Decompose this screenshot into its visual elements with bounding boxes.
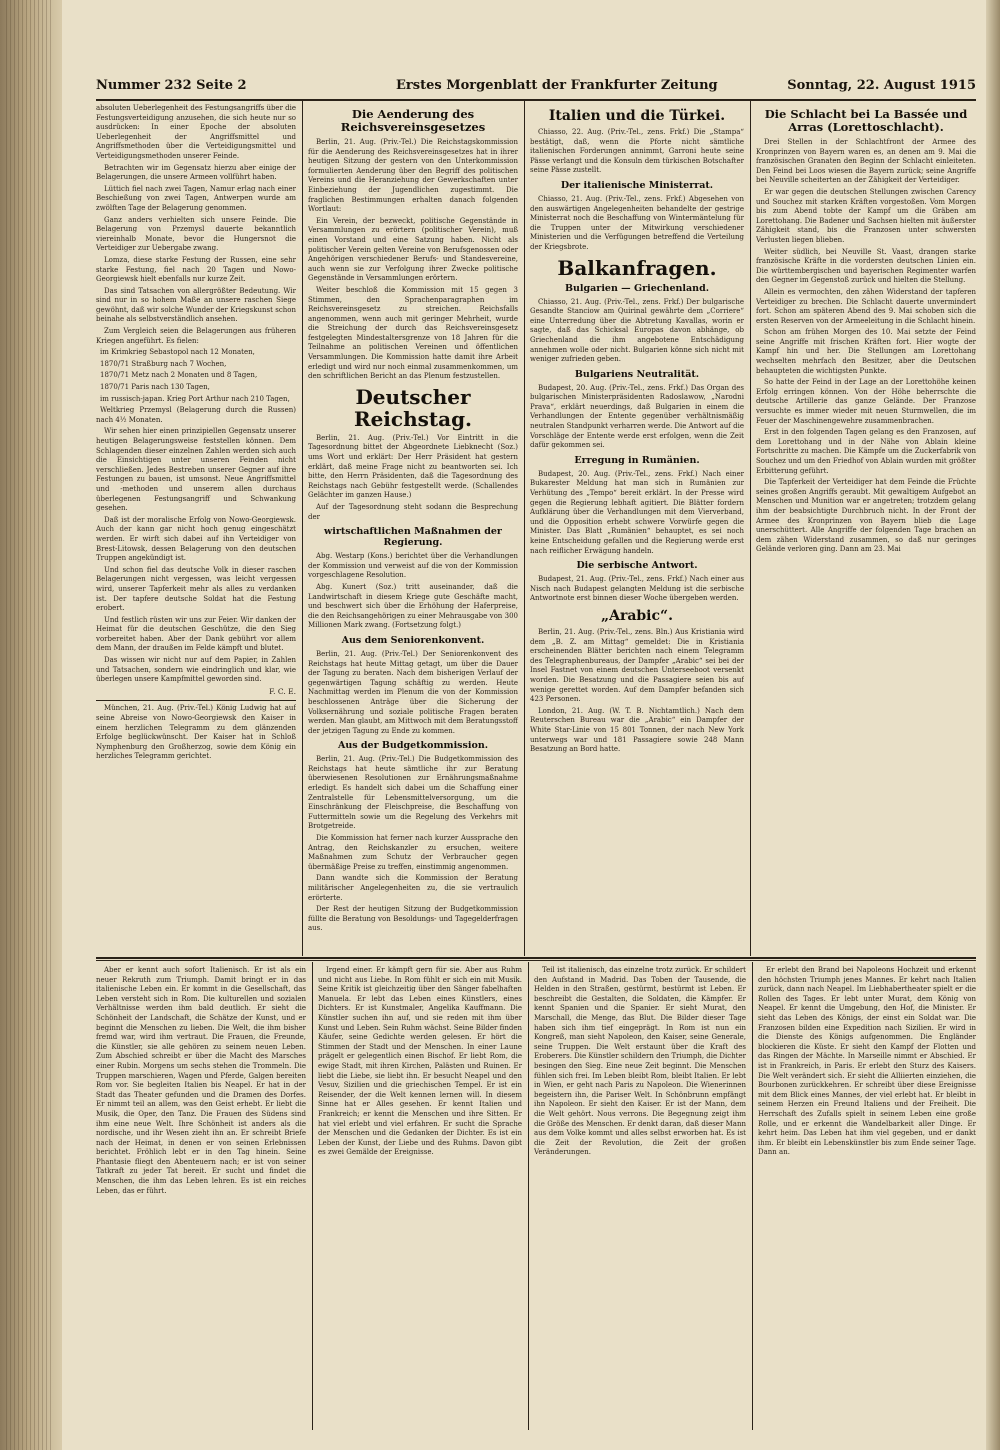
col2-para: Ein Verein, der bezweckt, politische Gegenstände in Versammlungen zu erörtern (politischer Verein), muß einen Vorstand und eine Satzung haben. Nicht als politischer Verein gelten Vereine von Berufsgenossen oder Angehörigen verschiedener Berufs- und Standesvereine, auch wenn sie zur Verfolgung ihrer Zwecke politische Gegenstände in Versammlungen erörtern. [308,216,518,283]
col3-para: Budapest, 21. Aug. (Priv.-Tel., zens. Frkf.) Nach einer aus Nisch nach Budapest gelangten Meldung ist die serbische Antwortnote erst binnen dieser Woche übergeben werden. [530,575,744,603]
col1-para: Und festlich rüsten wir uns zur Feier. Wir danken der Heimat für die deutschen Geschütze, die den Sieg vorbereitet haben. Aber der Dank gebührt vor allem dem Mann, der draußen im Felde kämpft und blutet. [96,615,296,653]
section-title-neutralitaet: Bulgariens Neutralität. [574,368,700,380]
col1-para: Zum Vergleich seien die Belagerungen aus früheren Kriegen angeführt. Es fielen: [96,327,296,345]
column-rule-1 [302,100,303,956]
col1-para: Daß ist der moralische Erfolg von Nowo-Georgiewsk. Auch der kann gar nicht hoch genug eingeschätzt werden. Er wirft sich dabei auf ihn Verteidiger von Brest-Litowsk, dessen Belagerung von den deutschen Truppen angekündigt ist. [96,515,296,563]
feuilleton-column-2 [318,966,522,1428]
section-title-bulgarien: Bulgarien — Griechenland. [564,282,710,294]
col3-para: Berlin, 21. Aug. (Priv.-Tel., zens. Bln.) Aus Kristiania wird dem „B. Z. am Mittag“ gemeldet: Die in Kristiania erscheinenden Blätter berichten nach einem Telegramm des Telegraphenbureaus, der Dampfer „Arabic“ sei bei der Insel Fastnet von einem deutschen Unterseeboot versenkt worden. Die Besatzung und die Passagiere seien bis auf wenige gerettet worden. Auf dem Dampfer befanden sich 423 Personen. [530,627,744,704]
article-title-italien: Italien und die Türkei. [548,108,726,124]
article-title-vereinsgesetz: Die Aenderung des Reichsvereinsgesetzes [340,107,486,134]
col2-para: Berlin, 21. Aug. (Priv.-Tel.) Die Reichstagskommission für die Aenderung des Reichsvereinsgesetzes hat in ihrer heutigen Sitzung der gestern von den Unterkommission formulierten Aenderung über den Begriff des politischen Vereins und die Heranziehung der Gewerkschaften unter Einbeziehung der Jugendlichen zugestimmt. Die fraglichen Bestimmungen erhalten danach folgenden Wortlaut: [308,138,518,214]
column-rule-2 [524,100,525,956]
col2-para: Berlin, 21. Aug. (Priv.-Tel.) Vor Eintritt in die Tagesordnung bittet der Abgeordnete Liebknecht (Soz.) ums Wort und erklärt: Der Herr Präsident hat gestern erklärt, daß meine Frage nicht zu beantworten sei. Ich bitte, den Herrn Präsidenten, daß die Tagesordnung des Reichstags nach Gebühr festgestellt werde. (Schallendes Gelächter im ganzen Hause.) [308,433,518,500]
siege-list-item: im russisch-japan. Krieg Port Arthur nach 210 Tagen, [100,394,290,403]
col2-para: Dann wandte sich die Kommission der Beratung militärischer Angelegenheiten zu, die sie vertraulich erörterte. [308,874,518,902]
siege-list-item: 1870/71 Straßburg nach 7 Wochen, [100,359,227,368]
col1-para: Und schon fiel das deutsche Volk in dieser raschen Belagerungen nicht vergessen, was leicht vergessen wird, unserer Tapferkeit mehr als alles zu verdanken ist. Der tapfere deutsche Soldat hat die Festung erobert. [96,565,296,613]
col3-para: London, 21. Aug. (W. T. B. Nichtamtlich.) Nach dem Reuterschen Bureau war die „Arabic“ ein Dampfer der White Star-Linie von 15 801 Tonnen, der nach New York unterwegs war und 181 Passagiere sowie 248 Mann Besatzung an Bord hatte. [530,706,744,754]
col2-para: Die Kommission hat ferner nach kurzer Aussprache den Antrag, den Reichskanzler zu ersuchen, weitere Maßnahmen zum Schutz der Verbraucher gegen übermäßige Preise zu treffen, einstimmig angenommen. [308,834,518,871]
page-date: Sonntag, 22. August 1915 [787,78,976,93]
col1-para: Das sind Tatsachen von allergrößter Bedeutung. Wir sind nur in so hohem Maße an unsere raschen Siege gewöhnt, daß wir solche Wunder der Kriegskunst schon beinahe als selbstverständlich ansehen. [96,286,296,324]
col4-para: Weiter südlich, bei Neuville St. Vaast, drangen starke französische Kräfte in die vordersten deutschen Linien ein. Die württembergischen und bayerischen Regimenter warfen den Gegner im Gegenstoß zurück und hielten die Stellung. [756,247,976,285]
col2-para: Abg. Kunert (Soz.) tritt auseinander, daß die Landwirtschaft in diesem Kriege gute Geschäfte macht, und beschwert sich über die Erhöhung der Haferpreise, die den Reichsangehörigen zu einer Mehrausgabe von 300 Millionen Mark zwang. (Fortsetzung folgt.) [308,582,518,630]
siege-list-item: 1870/71 Paris nach 130 Tagen, [100,383,210,392]
col4-para: Erst in den folgenden Tagen gelang es den Franzosen, auf dem Lorettohang und in der Nähe von Ablain kleine Fortschritte zu machen. Die Kämpfe um die Zuckerfabrik von Souchez und um den Friedhof von Ablain wurden mit größter Erbitterung geführt. [756,428,976,475]
col3-para: Budapest, 20. Aug. (Priv.-Tel., zens. Frkf.) Das Organ des bulgarischen Ministerpräsidenten Radoslawow, „Narodni Prava“, erklärt neuerdings, daß Bulgarien in einem die Verhandlungen der Entente gegenüber verhältnismäßig neutralen Standpunkt verharren werde. Die Antwort auf die Vorschläge der Entente werde erst erfolgen, wenn die Zeit dafür gekommen sei. [530,383,744,450]
paper-area [62,0,986,1450]
column-1-article [96,104,296,954]
col1-para: absoluten Ueberlegenheit des Festungsangriffs über die Festungsverteidigung anzusehen, die sich heute nur so ausdrücken: In einer Epoche der absoluten Ueberlegenheit der Angriffsmittel und Angriffsmethoden über die Verteidigungsmittel und Verteidigungsmethoden unserer Feinde. [96,104,296,160]
feuilleton-rule-2 [96,960,976,961]
col4-para: Schon am frühen Morgen des 10. Mai setzte der Feind seine Angriffe mit frischen Kräften fort. Hier wogte der Kampf hin und her. Die Stellungen am Lorettohang wechselten mehrfach den Besitzer, aber die Deutschen behaupteten die wichtigsten Punkte. [756,328,976,375]
spine-texture [6,0,54,1450]
col2-para: Berlin, 21. Aug. (Priv.-Tel.) Die Budgetkommission des Reichstags hat heute sämtliche ihr zur Beratung überwiesenen Resolutionen zur Ernährungsmaßnahme erledigt. Es handelt sich dabei um die Schaffung einer Zentralstelle für Lebensmittelversorgung, um die Einschränkung der Fleischpreise, die Beschaffung von Futtermitteln sowie um die Regelung des Verkehrs mit Brotgetreide. [308,755,518,831]
col3-para: Budapest, 20. Aug. (Priv.-Tel., zens. Frkf.) Nach einer Bukarester Meldung hat man sich in Rumänien zur Verhütung des „Tempo“ bereit erklärt. In der Presse wird gegen die Regierung lebhaft agitiert. Die Blätter fordern Aufklärung über die Verhandlungen mit dem Vierverband, und die Opposition erhebt schwere Vorwürfe gegen die Minister. Das Blatt „Rumänien“ behauptet, es sei noch keine Entscheidung gefallen und die Regierung werde erst nach reiflicher Erwägung handeln. [530,469,744,555]
page-edge [986,0,1000,1450]
feuilleton-rule [96,957,976,959]
article-title-balkan: Balkanfragen. [557,255,717,280]
section-title-budget: Aus der Budgetkommission. [337,740,489,752]
col1-para: Ganz anders verhielten sich unsere Feinde. Die Belagerung von Przemysl dauerte bekanntlich viereinhalb Monate, bevor die Hungersnot die Verteidiger zur Uebergabe zwang. [96,215,296,253]
article-title-schlacht: Die Schlacht bei La Bassée und Arras (Lorettoschlacht). [764,107,968,134]
feuilleton-text: Irgend einer. Er kämpft gern für sie. Aber aus Ruhm und nicht aus Liebe. In Rom fühlt er sich ein mit Musik. Seine Kritik ist gleichzeitig über den Sänger fabelhaften Manuela. Er lebt das Leben eines Künstlers, eines Dichters. Er ist Kunstmaler, Angelika Kauffmann. Die Künstler suchen ihn auf, und sie reden mit ihm über Kunst und Leben. Sein Ruhm wächst. Seine Bilder finden Käufer, seine Gedichte werden gelesen. Er hört die Stimmen der Stadt und der Menschen. In einer Laune prägelt er gelegentlich einen Bischof. Er liebt Rom, die ewige Stadt, mit ihren Kirchen, Palästen und Ruinen. Er liebt die Liebe, sie liebt ihn. Er besucht Neapel und den Vesuv, Sizilien und die griechischen Tempel. Er ist ein Reisender, der die Welt kennen lernen will. In diesem Sinne hat er Alles gesehen. Er kennt Italien und Frankreich; er kennt die Menschen und ihre Sitten. Er hat viel erlebt und viel erfahren. Er sucht die Sprache der Menschen und die Gedanken der Dichter. Es ist ein Leben der Kunst, der Liebe und des Ruhms. Davon gibt es zwei Gemälde der Ereignisse. [318,966,522,1157]
feuilleton-text: Teil ist italienisch, das einzelne trotz zurück. Er schildert den Aufstand in Madrid. Das Toben der Tausende, die Helden in den Straßen, gestürmt, bestürmt ist Leben. Er beschreibt die Gestalten, die Soldaten, die Kämpfer. Er kennt Spanien und die Spanier. Er sieht Murat, den Marschall, die Menge, das Blut. Die Bilder dieser Tage haben sich ihm tief eingeprägt. In Rom ist nun ein Kongreß, man sieht Napoleon, den Kaiser, seine Generale, seine Truppen. Die Welt erstaunt über die Kraft des Eroberers. Die Künstler schildern den Triumph, die Dichter besingen den Sieg. Eine neue Zeit beginnt. Die Menschen fühlen sich frei. Im Leben bleibt Rom, bleibt Italien. Er lebt in Wien, er geht nach Paris zu Napoleon. Die Wienerinnen begeistern ihn, die Pariser Welt. In Schönbrunn empfängt ihn Napoleon. Er sieht den Kaiser. Er ist der Mann, dem die Welt gehört. Nous verrons. Die Begegnung zeigt ihm die Größe des Menschen. Er denkt daran, daß dieser Mann aus dem Volke kommt und alles selbst erworben hat. Es ist die Zeit der Revolution, die Zeit der großen Veränderungen. [534,966,746,1157]
feuilleton-column-rule-2 [528,962,529,1430]
col3-para: Chiasso, 21. Aug. (Priv.-Tel., zens. Frkf.) Abgesehen von den auswärtigen Angelegenheiten behandelte der gestrige Ministerrat noch die Beschaffung von Wintermäntelung für die Truppen unter der Mitwirkung verschiedener Ministerien und die Verfügungen betreffend die Verteilung der Kriegsbrote. [530,194,744,251]
section-title-ministerrat: Der italienische Ministerrat. [560,179,714,191]
feuilleton-column-rule-1 [312,962,313,1430]
siege-list-item: 1870/71 Metz nach 2 Monaten und 8 Tagen, [100,371,258,380]
section-title-rumaenien: Erregung in Rumänien. [574,454,700,466]
column-4-article [756,104,976,954]
col4-para: Er war gegen die deutschen Stellungen zwischen Carency und Souchez mit starken Kräften vorgestoßen. Vom Morgen bis zum Abend tobte der Kampf um die Gräben am Lorettohang. Die Badener und Sachsen hielten mit äußerster Zähigkeit stand, bis die Franzosen unter schwersten Verlusten liegen blieben. [756,187,976,244]
col3-para: Chiasso, 21. Aug. (Priv.-Tel., zens. Frkf.) Der bulgarische Gesandte Stanciow am Quirinal gewährte dem „Corriere“ eine Unterredung über die Abtretung Kavallas, worin er sagte, daß das Schicksal Europas davon abhänge, ob Griechenland die ihm angebotene Entschädigung annehmen wolle oder nicht. Bulgarien könne sich nicht mit weniger zufrieden geben. [530,297,744,364]
section-title-senioren: Aus dem Seniorenkonvent. [341,634,485,646]
feuilleton-text: Aber er kennt auch sofort Italienisch. Er ist als ein neuer Rekruth zum Triumph. Damit bringt er in das italienische Leben ein. Er kommt in die Gesellschaft, das Leben versteht sich in Rom. Die kulturellen und sozialen Verhältnisse werden ihm bald deutlich. Er sieht die Schönheit der Landschaft, die Schätze der Kunst, und er beginnt die Menschen zu lieben. Die Welt, die ihm bisher fremd war, wird ihm vertraut. Die Frauen, die Freunde, die Künstler, sie alle gehören zu seinem neuen Leben. Zum Abschied schreibt er über die Macht des Marsches einer Rubin. Morgens um sechs stehen die Trommeln. Die Truppen marschieren, Wagen und Pferde, Galgen bereiten Rom vor. Sie begleiten Italien bis Neapel. Er hat in der Stadt das Theater gefunden und die Dramen des Dorfes. Er nimmt teil an allem, was den Geist erhebt. Er liebt die Musik, die Oper, den Tanz. Die Frauen des Südens sind ihm eine neue Welt. Ihre Schönheit ist anders als die nordische, und ihr Wesen zieht ihn an. Er schreibt Briefe nach der Heimat, in denen er von seinen Erlebnissen berichtet. Fröhlich lebt er in den Tag hinein. Seine Phantasie fliegt den Abenteuern nach; er ist von seiner Tatkraft zu jeder Tat bereit. Er sucht und findet die Menschen, die ihm das Leben lehren. Es ist ein reiches Leben, das er führt. [96,966,306,1195]
section-title-serbien: Die serbische Antwort. [576,560,698,572]
column-2-article [308,104,518,954]
col1-para: Lüttich fiel nach zwei Tagen, Namur erlag nach einer Beschießung von zwei Tagen, Antwerpen wurde am zwölften Tage der Belagerung genommen. [96,184,296,212]
author-signature: F. C. E. [269,686,296,696]
feuilleton-column-1 [96,966,306,1428]
col2-para: Auf der Tagesordnung steht sodann die Besprechung der [308,503,518,521]
col2-para: Abg. Westarp (Kons.) berichtet über die Verhandlungen der Kommission und verweist auf die von der Kommission vorgeschlagene Resolution. [308,552,518,580]
feuilleton-column-rule-3 [752,962,753,1430]
page-header [96,78,976,98]
feuilleton-column-3 [534,966,746,1428]
col1-para: Betrachten wir im Gegensatz hierzu aber einige der Belagerungen, die unsere Armeen vollführt haben. [96,163,296,182]
book-spine [0,0,62,1450]
col2-para: Der Rest der heutigen Sitzung der Budgetkommission füllte die Beratung von Besoldungs- und Tagegelderfragen aus. [308,905,518,933]
col3-para: Chiasso, 22. Aug. (Priv.-Tel., zens. Frkf.) Die „Stampa“ bestätigt, daß, wenn die Pforte nicht sämtliche italienischen Forderungen annimmt, Garroni heute seine Pässe verlangt und die Konsuln dem türkischen Botschafter seine Pässe zustellt. [530,128,744,175]
col1-para: Wir sehen hier einen prinzipiellen Gegensatz unserer heutigen Belagerungsweise feststellen können. Dem Schlagenden dieser einzelnen Zahlen werden sich auch die Einsichtigen unter unseren Feinden nicht verschließen. Jedes Bestreben unserer Gegner auf ihre Festungen zu bauen, ist umsonst. Neue Angriffsmittel und -methoden und unserem allen durchaus überlegenen Festungsangriff und Schwankung gesehen. [96,427,296,513]
header-rule [96,99,976,101]
article-title-reichstag: Deutscher Reichstag. [353,384,473,431]
col1-para: Lomza, diese starke Festung der Russen, eine sehr starke Festung, fiel nach 20 Tagen und Nowo-Georgiewsk hielt ebenfalls nur kurze Zeit. [96,255,296,284]
feuilleton-column-4 [758,966,976,1428]
feuilleton-text: Er erlebt den Brand bei Napoleons Hochzeit und erkennt den höchsten Triumph jenes Mannes. Er kehrt nach Italien zurück, dann nach Neapel. Im Liebhabertheater spielt er die Rollen des Tages. Er lebt unter Murat, dem König von Neapel. Er kennt die Umgebung, den Hof, die Minister. Er sieht das Leben des Königs, der einst ein Soldat war. Die Franzosen bilden eine Expedition nach Sizilien. Er wird in die Dienste des Königs aufgenommen. Die Engländer blockieren die Küste. Er sieht den Kampf der Flotten und das Ringen der Mächte. In Marseille nimmt er Abschied. Er ist in Frankreich, in Paris. Er erlebt den Sturz des Kaisers. Die Welt verändert sich. Er sieht die Alliierten einziehen, die Bourbonen zurückkehren. Er schreibt über diese Ereignisse mit dem Blick eines Mannes, der viel erlebt hat. Er bleibt in seinem Herzen ein Freund Italiens und der Freiheit. Die Herrschaft des Zufalls spielt in seinem Leben eine große Rolle, und er erkennt die Wandelbarkeit aller Dinge. Er kehrt heim. Das Leben hat ihm viel gegeben, und er dankt ihm. Er bleibt ein Lebenskünstler bis zum Ende seiner Tage. Dann an. [758,966,976,1157]
section-title-wirtschaft: wirtschaftlichen Maßnahmen der Regierung. [324,526,502,549]
column-3-article [530,104,744,954]
siege-list-item: Weltkrieg Przemysl (Belagerung durch die Russen) nach 4½ Monaten. [96,406,296,424]
col2-para: Weiter beschloß die Kommission mit 15 gegen 3 Stimmen, den Sprachenparagraphen im Reichsvereinsgesetz zu streichen. Reichsfalls angenommen, wenn auch mit geringer Mehrheit, wurde die Streichung der durch das Reichsvereinsgesetz festgelegten Mindestaltersgrenze von 18 Jahren für die Teilnahme an politischen Vereinen und öffentlichen Versammlungen. Die Kommission hatte damit ihre Arbeit erledigt und wird nur noch einmal zusammenkommen, um den schriftlichen Bericht an das Plenum festzustellen. [308,285,518,381]
page-number: Nummer 232 Seite 2 [96,78,247,93]
masthead-title: Erstes Morgenblatt der Frankfurter Zeitung [396,78,718,93]
col1-para: Das wissen wir nicht nur auf dem Papier, in Zahlen und Tatsachen, sondern wie eindringlich und klar, wie überlegen unsere Kampfmittel geworden sind. [96,656,296,684]
col2-para: Berlin, 21. Aug. (Priv.-Tel.) Der Seniorenkonvent des Reichstags hat heute Mittag getagt, um über die Dauer der Tagung zu beraten. Nach dem bisherigen Verlauf der gegenwärtigen Tagung schäftig zu werden. Heute Nachmittag werden im Plenum die von der Kommission beschlossenen Anträge über die Sicherung der Volksernährung und soziale politische Fragen beraten werden. Man glaubt, am Mittwoch mit dem Beratungsstoff der jetzigen Tagung zu Ende zu kommen. [308,649,518,735]
siege-list-item: im Krimkrieg Sebastopol nach 12 Monaten, [100,348,255,357]
col4-para: So hatte der Feind in der Lage an der Lorettohöhe keinen Erfolg erringen können. Von der Höhe beherrschte die deutsche Artillerie das ganze Gelände. Der Franzose versuchte es immer wieder mit neuen Sturmwellen, die im Feuer der Maschinengewehre zusammenbrachen. [756,378,976,425]
col4-para: Die Tapferkeit der Verteidiger hat dem Feinde die Früchte seines großen Angriffs geraubt. Mit gewaltigem Aufgebot an Menschen und Munition war er angetreten; trotzdem gelang ihm der beabsichtigte Durchbruch nicht. In der Front der Armee des Kronprinzen von Bayern blieb die Lage unerschüttert. Alle Angriffe der folgenden Tage brachen an dem zähen Widerstand zusammen, so daß nur geringes Gelände verloren ging. Dann am 23. Mai [756,478,976,554]
col4-para: Allein es vermochten, den zähen Widerstand der tapferen Verteidiger zu brechen. Die Schlacht dauerte unvermindert fort. Schon am späteren Abend des 9. Mai schoben sich die ersten Reserven von der Armeeleitung in die Schlacht hinein. [756,287,976,325]
col4-para: Drei Stellen in der Schlachtfront der Armee des Kronprinzen von Bayern waren es, an denen am 9. Mai die französischen Granaten den Beginn der Schlacht einleiteten. Den Feind bei Loos wiesen die Bayern zurück; seine Angriffe bei Neuville scheiterten an der Zähigkeit der Verteidiger. [756,138,976,185]
article-title-arabic: „Arabic“. [601,607,673,624]
column-rule-3 [750,100,751,956]
col1-news: München, 21. Aug. (Priv.-Tel.) König Ludwig hat auf seine Abreise von Nowo-Georgiewsk den Kaiser in einem herzlichen Telegramm zu dem glänzenden Erfolge beglückwünscht. Der Kaiser hat in Schloß Nymphenburg den Großherzog, sowie dem König ein herzliches Telegramm gerichtet. [96,704,296,761]
